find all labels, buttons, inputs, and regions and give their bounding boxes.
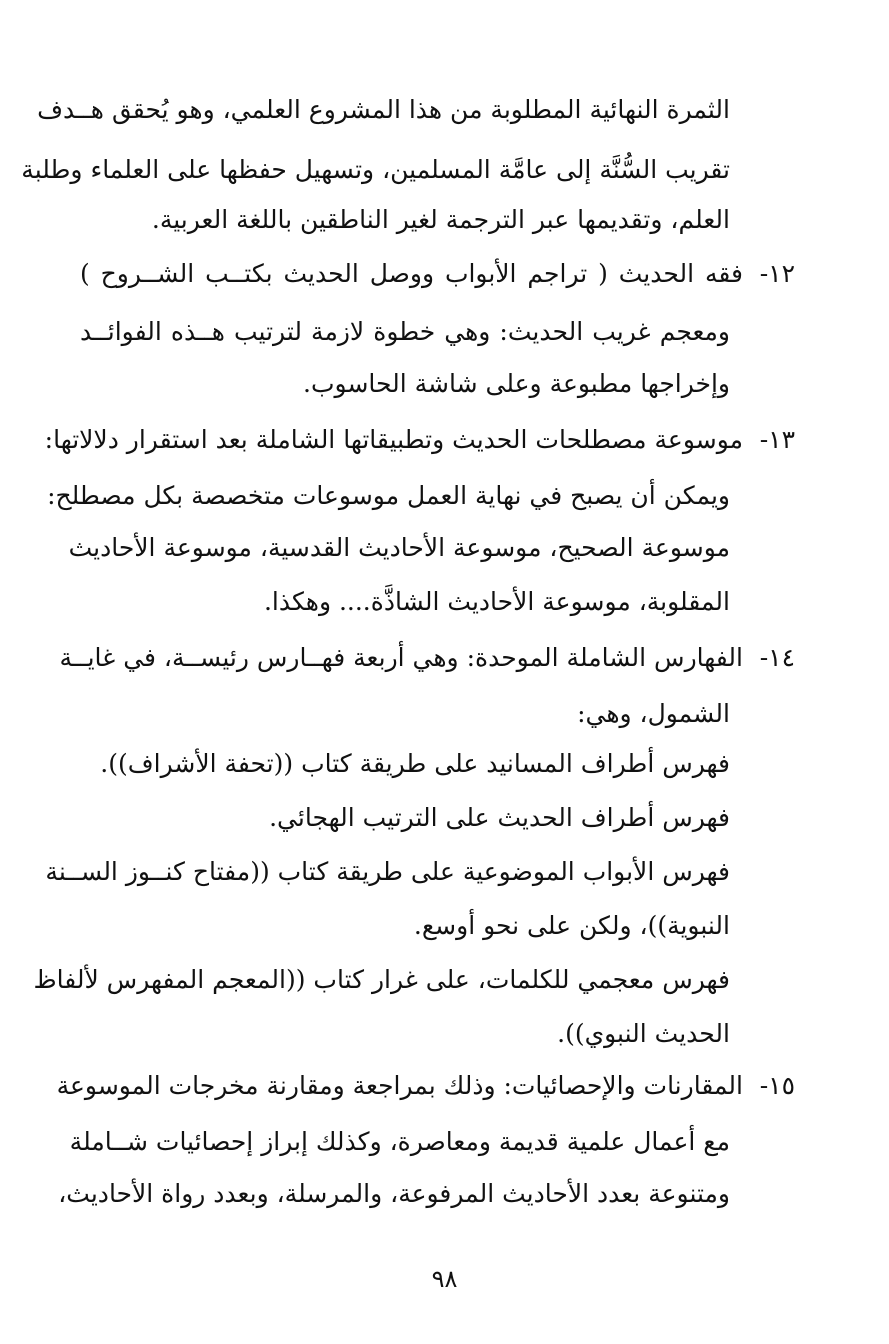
text-line: تقريب السُّنَّة إلى عامَّة المسلمين، وتسهيل حفظها على العلماء وطلبة: [21, 155, 730, 184]
text-line: النبوية))، ولكن على نحو أوسع.: [413, 911, 730, 940]
sub-list-item: فهرس أطراف الحديث على الترتيب الهجائي.: [269, 803, 730, 832]
text-line: المقارنات والإحصائيات: وذلك بمراجعة ومقارنة مخرجات الموسوعة: [56, 1071, 743, 1100]
item-number: ١٥-: [759, 1071, 795, 1100]
list-item-15: [56, 1066, 795, 1106]
sub-list-item: فهرس معجمي للكلمات، على غرار كتاب ((المعجم المفهرس لألفاظ: [33, 965, 730, 994]
list-item-14: [59, 638, 795, 678]
item-number: ١٢-: [759, 259, 795, 288]
text-line: وإخراجها مطبوعة وعلى شاشة الحاسوب.: [303, 369, 730, 398]
text-line: ومتنوعة بعدد الأحاديث المرفوعة، والمرسلة، وبعدد رواة الأحاديث،: [58, 1179, 730, 1208]
page-number: ٩٨: [431, 1265, 458, 1293]
text-line: ومعجم غريب الحديث: وهي خطوة لازمة لترتيب هــذه الفوائــد: [80, 317, 730, 346]
item-number: ١٤-: [759, 643, 795, 672]
sub-list-item: فهرس الأبواب الموضوعية على طريقة كتاب ((مفتاح كنــوز الســنة: [45, 857, 730, 886]
text-line: الفهارس الشاملة الموحدة: وهي أربعة فهــارس رئيســة، في غايــة: [59, 643, 743, 672]
text-line: موسوعة مصطلحات الحديث وتطبيقاتها الشاملة بعد استقرار دلالاتها:: [44, 425, 743, 454]
text-line: المقلوبة، موسوعة الأحاديث الشاذَّة.... وهكذا.: [263, 587, 730, 616]
list-item-13: [44, 420, 795, 460]
text-line: موسوعة الصحيح، موسوعة الأحاديث القدسية، موسوعة الأحاديث: [68, 533, 730, 562]
item-number: ١٣-: [759, 425, 795, 454]
text-line: مع أعمال علمية قديمة ومعاصرة، وكذلك إبراز إحصائيات شــاملة: [69, 1127, 730, 1156]
sub-list-item: فهرس أطراف المسانيد على طريقة كتاب ((تحفة الأشراف)).: [100, 749, 730, 778]
text-line: العلم، وتقديمها عبر الترجمة لغير الناطقين باللغة العربية.: [151, 205, 730, 234]
text-line: الحديث النبوي)).: [557, 1019, 730, 1048]
text-line: الشمول، وهي:: [577, 699, 730, 728]
text-line: الثمرة النهائية المطلوبة من هذا المشروع العلمي، وهو يُحقق هــدف: [37, 95, 730, 124]
text-line: ويمكن أن يصبح في نهاية العمل موسوعات متخصصة بكل مصطلح:: [47, 481, 730, 510]
text-line: فقه الحديث ( تراجم الأبواب ووصل الحديث بكتــب الشــروح ): [80, 259, 743, 288]
list-item-12: [80, 254, 795, 294]
